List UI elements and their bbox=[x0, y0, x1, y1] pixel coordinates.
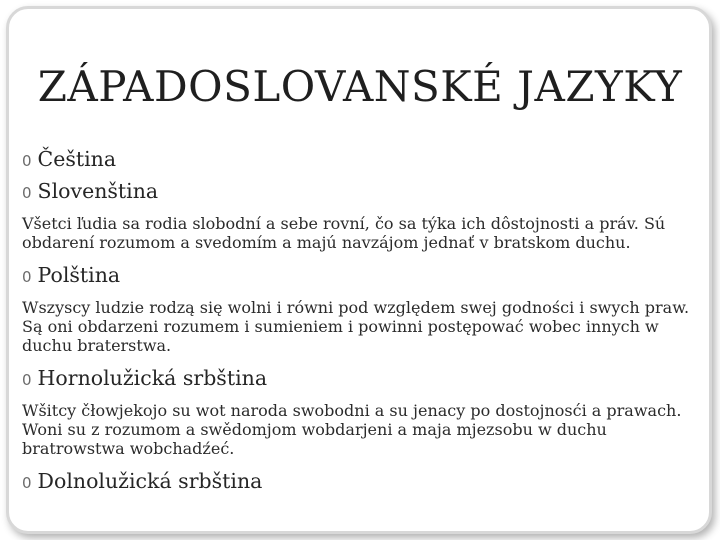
language-label: Polština bbox=[37, 263, 121, 287]
language-label: Čeština bbox=[37, 147, 117, 171]
sample-text-upper-sorbian: Wšitcy čłowjekojo su wot naroda swobodni a su jenacy po dostojnosći a prawach. Woni su z rozumom a swědomjom wobdarjeni a maja mjezsobu w duchu bratrowstwa wobchadźeć. bbox=[22, 401, 682, 458]
sample-text-slovak: Všetci ľudia sa rodia slobodní a sebe rovní, čo sa týka ich dôstojnosti a práv. Sú obdarení rozumom a svedomím a majú navzájom jednať v bratskom duchu. bbox=[22, 214, 666, 252]
bullet-dolnoluzicka bbox=[22, 468, 702, 496]
slide-title: ZÁPADOSLOVANSKÉ JAZYKY bbox=[37, 62, 683, 111]
bullet-marker: 0 bbox=[22, 184, 32, 202]
slide-content bbox=[22, 146, 702, 496]
bullet-slovenstina bbox=[22, 178, 702, 206]
bullet-marker: 0 bbox=[22, 474, 32, 492]
bullet-marker: 0 bbox=[22, 371, 32, 389]
bullet-polstina bbox=[22, 262, 702, 290]
bullet-marker: 0 bbox=[22, 152, 32, 170]
bullet-hornoluzicka bbox=[22, 365, 702, 393]
bullet-cestina bbox=[22, 146, 702, 174]
sample-text-polish: Wszyscy ludzie rodzą się wolni i równi pod względem swej godności i swych praw. Są oni obdarzeni rozumem i sumieniem i powinni postępować wobec innych w duchu braterstwa. bbox=[22, 298, 690, 355]
language-label: Dolnolužická srbština bbox=[37, 469, 263, 493]
language-label: Hornolužická srbština bbox=[37, 366, 268, 390]
language-label: Slovenština bbox=[37, 179, 159, 203]
bullet-marker: 0 bbox=[22, 268, 32, 286]
